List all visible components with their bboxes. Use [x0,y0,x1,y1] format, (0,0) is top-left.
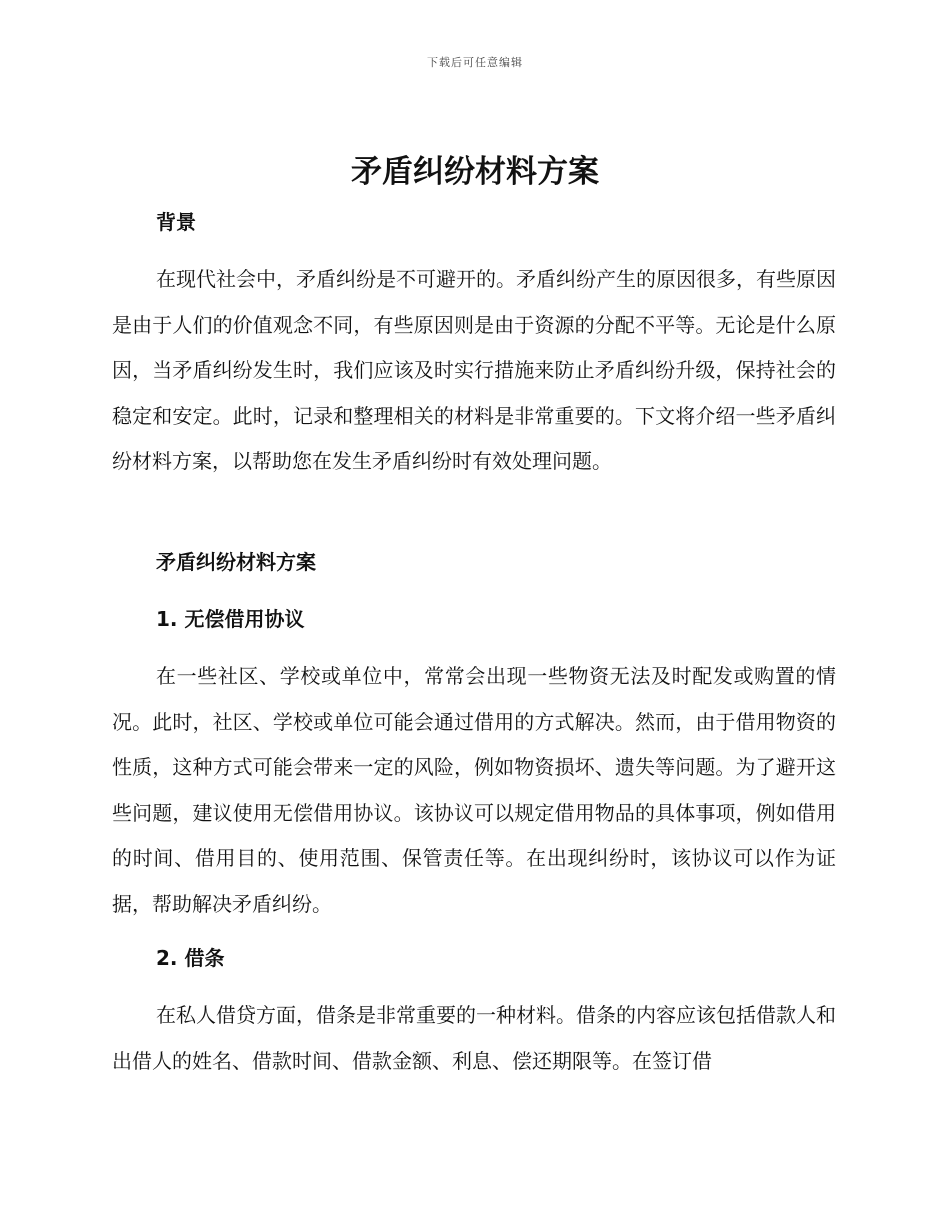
section-heading-item2: 2. 借条 [156,946,225,970]
document-title: 矛盾纠纷材料方案 [351,154,599,190]
section-heading-background: 背景 [156,210,196,234]
page-header-note: 下载后可任意编辑 [427,56,523,69]
paragraph-item1: 在一些社区、学校或单位中，常常会出现一些物资无法及时配发或购置的情况。此时，社区、学校或单位可能会通过借用的方式解决。然而，由于借用物资的性质，这种方式可能会带来一定的风险，例如物资损坏、遗失等问题。为了避开这些问题，建议使用无偿借用协议。该协议可以规定借用物品的具体事项，例如借用的时间、借用目的、使用范围、保管责任等。在出现纠纷时，该协议可以作为证据，帮助解决矛盾纠纷。 [112,664,836,916]
section-heading-item1: 1. 无偿借用协议 [156,607,305,631]
paragraph-item2: 在私人借贷方面，借条是非常重要的一种材料。借条的内容应该包括借款人和出借人的姓名、借款时间、借款金额、利息、偿还期限等。在签订借 [112,1003,836,1073]
paragraph-background: 在现代社会中，矛盾纠纷是不可避开的。矛盾纠纷产生的原因很多，有些原因是由于人们的价值观念不同，有些原因则是由于资源的分配不平等。无论是什么原因，当矛盾纠纷发生时，我们应该及时实行措施来防止矛盾纠纷升级，保持社会的稳定和安定。此时，记录和整理相关的材料是非常重要的。下文将介绍一些矛盾纠纷材料方案，以帮助您在发生矛盾纠纷时有效处理问题。 [112,267,836,473]
section-heading-plan: 矛盾纠纷材料方案 [156,550,316,574]
